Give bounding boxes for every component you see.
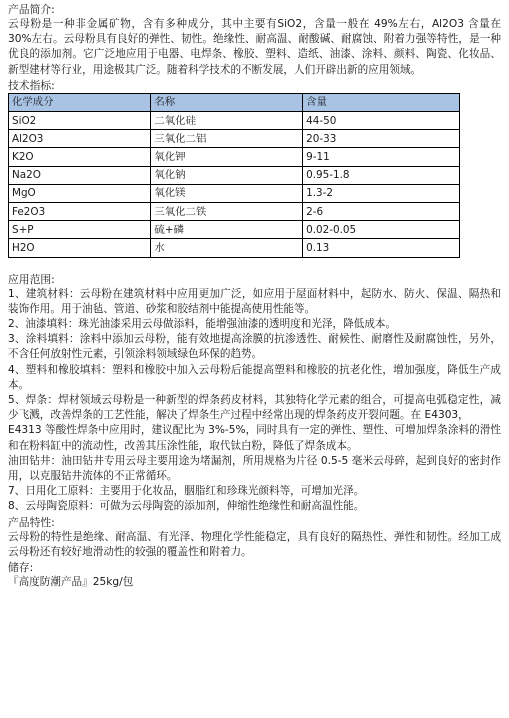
application-item: 5、焊条：焊材领域云母粉是一种新型的焊条药皮材料，其独特化学元素的组合，可提高电弧稳定性，减少飞溅，改善焊条的工艺性能，解决了焊条生产过程中经常出现的焊条药皮开裂问题。在 E4303， bbox=[8, 393, 501, 422]
cell-name: 氧化镁 bbox=[151, 184, 303, 202]
spec-heading: 技术指标: bbox=[8, 78, 55, 92]
cell-name: 氧化钠 bbox=[151, 166, 303, 184]
storage-text: 『高度防潮产品』25kg/包 bbox=[8, 575, 134, 588]
header-composition: 化学成分 bbox=[9, 93, 151, 111]
application-item: 1、建筑材料：云母粉在建筑材料中应用更加广泛，如应用于屋面材料中，起防水、防火、保温、隔热和装饰作用。用于油毡、管道、砂浆和胶结剂中能提高使用性能等。 bbox=[8, 287, 501, 315]
spacer bbox=[8, 260, 501, 272]
cell-formula: S+P bbox=[9, 221, 151, 239]
storage-heading: 储存: bbox=[8, 560, 34, 574]
table-row bbox=[9, 239, 460, 257]
cell-formula: K2O bbox=[9, 148, 151, 166]
table-row bbox=[9, 112, 460, 130]
table-row bbox=[9, 166, 460, 184]
cell-content: 0.02-0.05 bbox=[303, 221, 460, 239]
application-item: 油田钻井：油田钻井专用云母主要用途为堵漏剂，所用规格为片径 0.5-5 毫米云母碎，起到良好的密封作用，以克服钻井流体的不正常循环。 bbox=[8, 454, 501, 482]
header-name: 名称 bbox=[151, 93, 303, 111]
cell-formula: Fe2O3 bbox=[9, 202, 151, 220]
cell-name: 三氧化二铁 bbox=[151, 202, 303, 220]
cell-content: 44-50 bbox=[303, 112, 460, 130]
features-heading: 产品特性: bbox=[8, 515, 55, 529]
cell-name: 二氧化硅 bbox=[151, 112, 303, 130]
intro-heading: 产品简介: bbox=[8, 3, 55, 16]
cell-formula: Na2O bbox=[9, 166, 151, 184]
intro-paragraph: 云母粉是一种非金属矿物，含有多种成分，其中主要有SiO2，含量一般在 49%左右，Al2O3 含量在 30%左右。云母粉具有良好的弹性、韧性。绝缘性、耐高温、耐酸碱、耐腐蚀、附着力强等特性，是一种优良的添加剂。它广泛地应用于电器、电焊条、橡胶、塑料、造纸、油漆、涂料、颜料、陶瓷、化妆品、新型建材等行业，用途极其广泛。随着科学技术的不断发展，人们开辟出新的应用领域。 bbox=[8, 18, 501, 76]
cell-content: 9-11 bbox=[303, 148, 460, 166]
cell-name: 氧化钾 bbox=[151, 148, 303, 166]
header-content: 含量 bbox=[303, 93, 460, 111]
table-row bbox=[9, 148, 460, 166]
cell-formula: SiO2 bbox=[9, 112, 151, 130]
application-item: 2、油漆填料：珠光油漆采用云母做添料，能增强油漆的透明度和光泽，降低成本。 bbox=[8, 317, 397, 330]
application-item: 8、云母陶瓷原料：可做为云母陶瓷的添加剂，伸缩性绝缘性和耐高温性能。 bbox=[8, 500, 365, 513]
cell-name: 硫+磷 bbox=[151, 221, 303, 239]
applications-heading: 应用范围: bbox=[8, 272, 55, 286]
features-paragraph: 云母粉的特性是绝缘、耐高温、有光泽、物理化学性能稳定，具有良好的隔热性、弹性和韧性。经加工成云母粉还有较好地滑动性的较强的覆盖性和附着力。 bbox=[8, 530, 501, 558]
table-row bbox=[9, 202, 460, 220]
cell-content: 0.95-1.8 bbox=[303, 166, 460, 184]
application-item: 7、日用化工原料：主要用于化妆品，胭脂红和珍珠光颜料等，可增加光泽。 bbox=[8, 485, 365, 498]
spec-table bbox=[8, 93, 460, 258]
spec-header-row bbox=[9, 93, 460, 111]
cell-content: 2-6 bbox=[303, 202, 460, 220]
cell-content: 0.13 bbox=[303, 239, 460, 257]
application-item: 4、塑料和橡胶填料：塑料和橡胶中加入云母粉后能提高塑料和橡胶的抗老化性，增加强度，降低生产成本。 bbox=[8, 363, 501, 391]
application-item: E4313 等酸性焊条中应用时，建议配比为 3%-5%，同时具有一定的弹性、塑性、可增加焊条涂料的滑性和在粉料缸中的流动性，改善其压涂性能，取代钛白粉，降低了焊条成本。 bbox=[8, 424, 501, 452]
cell-formula: H2O bbox=[9, 239, 151, 257]
application-item: 3、涂料填料：涂料中添加云母粉，能有效地提高涂膜的抗渗透性、耐候性、耐磨性及耐腐蚀性，另外，不含任何放射性元素，引领涂料领域绿色环保的趋势。 bbox=[8, 333, 501, 361]
cell-name: 水 bbox=[151, 239, 303, 257]
table-row bbox=[9, 221, 460, 239]
cell-content: 20-33 bbox=[303, 130, 460, 148]
cell-formula: Al2O3 bbox=[9, 130, 151, 148]
cell-content: 1.3-2 bbox=[303, 184, 460, 202]
cell-formula: MgO bbox=[9, 184, 151, 202]
cell-name: 三氧化二铝 bbox=[151, 130, 303, 148]
table-row bbox=[9, 184, 460, 202]
table-row bbox=[9, 130, 460, 148]
